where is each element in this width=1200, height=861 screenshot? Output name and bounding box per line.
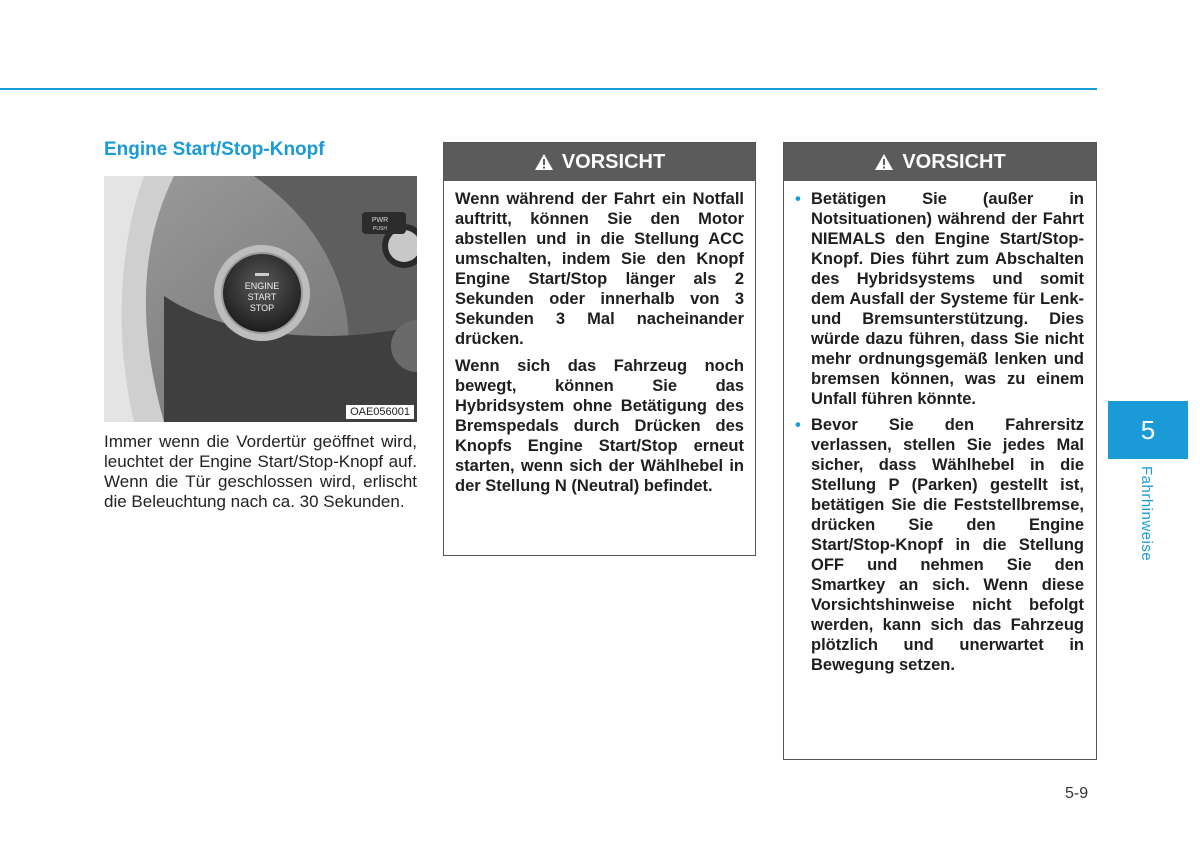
page-number: 5-9 xyxy=(1065,785,1089,802)
list-item xyxy=(795,415,1084,675)
list-item-text: Betätigen Sie (außer in Notsituationen) während der Fahrt NIEMALS den Engine Start/Stop-Knopf. Dies führt zum Abschalten des Hybridsystems und somit dem Ausfall der Systeme für Lenk- und Bremsunterstützung. Dies würde dazu führen, dass Sie nicht mehr ordnungsgemäß lenken und bremsen können, was zu einem Unfall führen könnte. xyxy=(811,190,1084,408)
warning-triangle-icon xyxy=(534,153,554,171)
caution-heading-right: VORSICHT xyxy=(902,150,1006,173)
body-paragraph: Immer wenn die Vordertür geöffnet wird, leuchtet der Engine Start/Stop-Knopf auf. Wenn die Tür geschlossen wird, erlischt die Beleuchtung nach ca. 30 Sekunden. xyxy=(104,432,417,511)
caution-body-left xyxy=(444,181,755,496)
section-title: Engine Start/Stop-Knopf xyxy=(104,139,325,160)
caution-header-right xyxy=(784,143,1096,181)
button-label-engine: ENGINE xyxy=(244,281,280,291)
caution-box-left xyxy=(443,142,756,556)
figure-code: OAE056001 xyxy=(346,405,414,419)
pwr-label: PWR xyxy=(371,217,389,224)
push-label: PUSH xyxy=(373,226,387,232)
chapter-label: Fahrhinweise xyxy=(1138,466,1155,562)
bullet-icon: • xyxy=(795,190,801,208)
caution-bullet-list xyxy=(795,189,1084,675)
chapter-number-tab: 5 xyxy=(1108,401,1188,459)
caution-body-right xyxy=(784,181,1096,675)
engine-button-photo xyxy=(104,176,417,422)
list-item-text: Bevor Sie den Fahrersitz verlassen, stellen Sie jedes Mal sicher, dass Wählhebel in die Stellung P (Parken) gestellt ist, betätigen Sie die Feststellbremse, drücken Sie den Engine Start/Stop-Knopf in die Stellung OFF und nehmen Sie den Smartkey an sich. Wenn diese Vorsichtshinweise nicht befolgt werden, kann sich das Fahrzeug plötzlich und unerwartet in Bewegung setzen. xyxy=(811,416,1084,674)
caution-paragraph: Wenn während der Fahrt ein Notfall auftritt, können Sie den Motor abstellen und in die Stellung ACC umschalten, indem Sie den Knopf Engine Start/Stop länger als 2 Sekunden oder innerhalb von 3 Sekunden 3 Mal nacheinander drücken. xyxy=(455,190,744,348)
caution-box-right xyxy=(783,142,1097,760)
caution-heading-left: VORSICHT xyxy=(561,150,666,173)
button-label-start: START xyxy=(247,292,277,302)
header-rule xyxy=(0,88,1097,90)
caution-header-left xyxy=(444,143,755,181)
list-item xyxy=(795,189,1084,409)
button-label-stop: STOP xyxy=(249,303,275,313)
bullet-icon: • xyxy=(795,416,801,434)
warning-triangle-icon xyxy=(874,153,894,171)
caution-paragraph: Wenn sich das Fahrzeug noch bewegt, können Sie das Hybridsystem ohne Betätigung des Bremspedals durch Drücken des Knopfs Engine Start/Stop erneut starten, wenn sich der Wählhebel in der Stellung N (Neutral) befindet. xyxy=(455,357,744,495)
